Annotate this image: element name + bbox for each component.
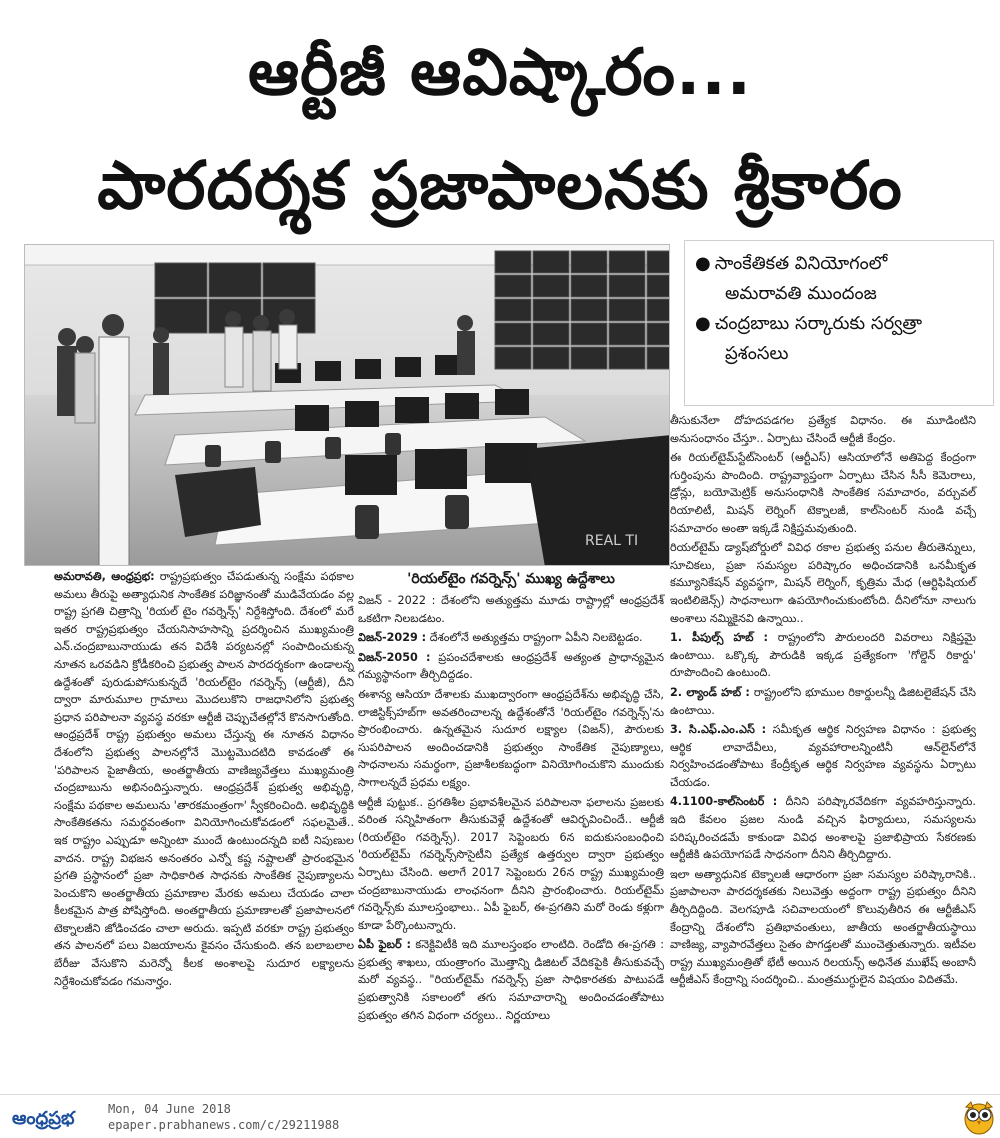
publication-date: Mon, 04 June 2018: [108, 1102, 231, 1116]
column-3-paragraph: ఈ రియల్‌టైమ్‌స్టేట్‌సెంటర్ (ఆర్టీఎస్) ఆసియాలోనే అతిపెద్ద కేంద్రంగా గుర్తింపును పొందింది. రాష్ట్రవ్యాప్తంగా ఏర్పాటు చేసిన సీసీ కెమెరాలు, డ్రోన్లు, బయోమెట్రిక్ అనుసంధానికి సాంకేతిక సమాచారం, వర్చువల్ రియాలిటీ, మిషన్ లెర్నింగ్ టెక్నాలజీ, కాల్‌సెంటర్ నుండి వచ్చే సమాచారం అంతా ఇక్కడే నిక్షిప్తమవుతుంది.: [670, 451, 976, 535]
highlight-2-line-2: ప్రశంసలు: [725, 343, 789, 364]
column-3-paragraph: రియల్‌టైమ్ డ్యాష్‌బోర్డులో వివిధ రకాల ప్రభుత్వ పనుల తీరుతెన్నులు, సూచికలు, ప్రజా సమస్యల పరిష్కారం అధించడానికి ఒనమీకృత కమ్యూనికేషన్ వ్యవస్థగా, మిషన్ లెర్నింగ్, కృత్రిమ మేధ (ఆర్టిఫిషియల్ ఇంటిలిజెన్స్) సాధనాలుగా ఉపయోగించుకుంటోంది. దీనిలోనూ నాలుగు అంశాలు నమ్మికైనవి ఉన్నాయి..: [670, 541, 976, 625]
land-hub-label: 2. ల్యాండ్ హబ్ :: [670, 685, 750, 699]
ap-fiber-paragraph: [358, 936, 664, 1024]
column-1-text: రాష్ట్రప్రభుత్వం చేపడుతున్న సంక్షేమ పథకాల అమలు తీరుపై అత్యాధునిక సాంకేతిక పరిజ్ఞానంతో ముడివేయడం వల్ల రాష్ట్ర ప్రగతి చిత్రాన్ని 'రియల్ టైం గవర్నెన్స్' నిర్దేశిస్తోంది. దేశంలో మరే ఇతర రాష్ట్రప్రభుత్వం చేయనిసాహసాన్ని ప్రదర్శించిన ముఖ్యమంత్రి ఎన్.చంద్రబాబునాయుడు తన విదేశీ పర్యటనల్లో సంపాదించుకున్న నూతన ఒరవడిని క్రోడీకరించి ప్రభుత్వ పాలన పారదర్శకంగా ఉండాలన్న ఉద్దేశంతో పురుడుపోసుకున్నదే 'రియల్‌టైం గవర్నెన్స్ (ఆర్టీజీ), దీని ద్వారా మారుమూల గ్రామాలు మొదలుకొని రాజధానిలోని ప్రభుత్వ ప్రధాన పరిపాలనా వ్యవస్థ వరకూ ఆర్టీజీ చెప్పుచేతల్లోనే కొనసాగుతోంది. ఆంధ్రప్రదేశ్ రాష్ట్ర ప్రభుత్వం అమలు చేస్తున్న ఈ నూతన విధానం దేశంలోని ప్రభుత్వ పాలనల్లోనే మొట్టమొదటిది కావడంతో ఈ 'పరిపాలన పైజాతీయ, అంతర్జాతీయ వాణిజ్యవేత్తలు ముఖ్యమంత్రి చంద్రబాబును అభినందిస్తున్నారు. ఆంధ్రప్రదేశ్ ప్రభుత్వ అభివృద్ధి, సంక్షేమ పథకాల అమలును 'తారకమంత్రంగా' స్వీకరించింది. అభివృద్ధికి సాంకేతికతను సమర్థవంతంగా వినియోగించుకోవడంలో సఫలమైతే.. ఇక రాష్ట్రం ఎప్పుడూ అన్నింటా ముందే ఉంటుందన్నది ఐటీ నిపుణుల వాదన. రాష్ట్ర విభజన అనంతరం ఎన్నో కష్ట నష్టాలతో ప్రారంభమైన ప్రగతి ప్రస్థానంలో ప్రజా సాధికారిత సాధనకు సాంకేతిక నైపుణ్యాలను పెంచుకొని అంతర్జాతీయ ప్రమాణాల మేరకు అమలు చేయడం చాలా కీలకమైన పాత్ర పోషిస్తోంది. అంతర్జాతీయ ప్రమాణాలతో ప్రజాపాలనలో టెక్నాలజీని జోడించడం చాలా అరుదు. ఇప్పటి వరకూ రాష్ట్ర ప్రభుత్వం తన పాలనలో పలు విజయాలను కైవసం చేసుకుంది. తన బలాబలాల బేరీజు వేసుకొని మరెన్నో కీలక అంశాలపై సుదూర లక్ష్యాలను నిర్దేశించుకోవడం గమనార్హం.: [54, 570, 354, 988]
vision-2029-text: దేశంలోనే అత్యుత్తమ రాష్ట్రంగా ఏపీని నిలబెట్టడం.: [429, 631, 643, 645]
highlight-1-line-1: సాంకేతికత వినియోగంలో: [714, 253, 888, 274]
ap-fiber-text: కనెక్టివిటీకి ఇది మూలస్తంభం లాంటిది. రెండోది ఈ-ప్రగతి : ప్రభుత్వ శాఖలు, యంత్రాంగం మొత్తాన్ని డిజిటల్ వేదికపైకి తీసుకువచ్చే మరో వ్యవస్థ.. "రియల్‌టైమ్ గవర్నెన్స్ ప్రజా సాధికారతకు పాటుపడే ప్రభుత్వానికి సకాలంలో తగు సమాచారాన్ని అందించడంతోపాటు ప్రభుత్వం తగిన విధంగా చర్యలు.. నిర్ణయాలు: [358, 938, 664, 1022]
article-column-2: [358, 568, 664, 1024]
headline-line-2: పారదర్శక ప్రజాపాలనకు శ్రీకారం: [97, 147, 903, 224]
vision-2050: [358, 649, 664, 684]
dateline: అమరావతి, ఆంధ్రప్రభ:: [54, 570, 155, 583]
call-center-item: [670, 793, 976, 863]
article-column-3: [670, 412, 976, 989]
highlight-2-line-1: చంద్రబాబు సర్కారుకు సర్వత్రా: [714, 313, 923, 334]
call-center-label: 4.1100-కాల్‌సెంటర్ :: [670, 795, 778, 809]
article-column-1: [54, 568, 354, 990]
highlights-box: [684, 240, 994, 406]
section-subheading: 'రియల్‌టైం గవర్నెన్స్' ముఖ్య ఉద్దేశాలు: [407, 571, 615, 587]
land-hub-item: [670, 684, 976, 719]
vision-2022: విజన్ - 2022 : దేశంలోని అత్యుత్తమ మూడు రాష్ట్రాల్లో ఆంధ్రప్రదేశ్ ఒకటిగా నిలబడటం.: [358, 594, 664, 625]
ap-fiber-label: ఏపీ ఫైబర్ :: [358, 938, 411, 952]
logo-text: ఆంధ్రప్రభ: [12, 1108, 75, 1129]
column-3-paragraph: ఇలా అత్యాధునిక టెక్నాలజీ ఆధారంగా ప్రజా సమస్యల పరిష్కారానికి.. ప్రజాపాలనా పారదర్శకతకు నిలువెత్తు అద్దంగా రాష్ట్ర ప్రభుత్వం దీనిని తీర్చిదిద్దింది. వెలగపూడి సచివాలయంలో కొలువుతీరిన ఈ ఆర్టీజీఎస్ కేంద్రాన్ని దేశంలోని ప్రతిభావంతులు, జాతీయ అంతర్జాతీయస్థాయి వాణిజ్య, వ్యాపారవేత్తలు సైతం పొగడ్తలతో ముంచెత్తుతున్నారు. ఇటీవల రాష్ట్ర ముఖ్యమంత్రితో భేటీ అయిన రిలయన్స్ అధినేత ముఖేష్ అంబానీ ఆర్టీజీఎస్ కేంద్రాన్ని సందర్శించి.. మంత్రముగ్ధులైన విషయం విదితమే.: [670, 867, 976, 987]
vision-2029: [358, 629, 664, 647]
vision-2050-label: విజన్-2050 :: [358, 650, 431, 664]
cfms-label: 3. సి.ఎఫ్.ఎం.ఎస్ :: [670, 723, 767, 737]
highlight-2: [695, 309, 983, 339]
cfms-text: సమీకృత ఆర్థిక నిర్వహణ విధానం : ప్రభుత్వ ఆర్థిక లావాదేవీలు, వ్యవహారాలన్నింటినీ ఆన్‌లైన్‌లోనే నిర్వహించడంతోపాటు కేంద్రీకృత ఆర్థిక నిర్వహణ వ్యవస్థను ఏర్పాటు చేయడం.: [670, 723, 977, 789]
column-2-paragraph: ఆర్టీజీ పుట్టుక.. ప్రగతిశీల ప్రభావశీలమైన పరిపాలనా ఫలాలను ప్రజలకు వరింత సన్నిహితంగా తీసుకువెళ్లే ఉద్దేశంతో ఆవిర్భవించిందే.. ఆర్టీజీ (రియల్‌టైం గవర్నెన్స్). 2017 సెప్టెంబరు 6న ఐదుకుసంబంధించి 'రియల్‌టైమ్ గవర్నెన్స్‌సొసైటీని ప్రత్యేక ఉత్తర్వుల ద్వారా ప్రభుత్వం ఏర్పాటు చేసింది. అలాగే 2017 సెప్టెంబరు 26న రాష్ట్ర ముఖ్యమంత్రి చంద్రబాబునాయుడు లాంఛనంగా దీనిని ప్రారంభించారు. రియల్‌టైమ్ గవర్నెన్స్‌కు మూలస్తంభాలు.. ఏపీ ఫైబర్, ఈ-ప్రగతిని మరో రెండు కళ్లుగా కూడా పేర్కొంటున్నారు.: [358, 795, 664, 932]
headline-line-1: ఆర్టీజీ ఆవిష్కారం...: [248, 36, 752, 110]
control-room-illustration: [25, 245, 670, 566]
land-hub-text: రాష్ట్రంలోని భూముల రికార్డులన్నీ డిజిటలైజేషన్ చేసి ఉంటాయి.: [670, 685, 976, 717]
cfms-item: [670, 721, 976, 791]
owl-icon: [962, 1099, 996, 1135]
column-2-paragraph: ఈశాన్య ఆసియా దేశాలకు ముఖద్వారంగా ఆంధ్రప్రదేశ్‌ను అభివృద్ధి చేసి, లాజిస్టిక్స్‌హబ్‌గా అవతరించాలన్న ఉద్దేశంతోనే 'రియల్‌టైం గవర్నెన్స్'ను ప్రారంభించారు. ఉన్నతమైన సుదూర లక్ష్యాల (విజన్), పౌరులకు సుపరిపాలన అందించడానికి ప్రభుత్వం సాంకేతిక నైపుణ్యాలు, సాధనాలను సమర్థంగా, ప్రజాశీలకబద్ధంగా వినియోగించుకొని ముందుకు సాగాలన్నదే ప్రధమ లక్ష్యం.: [358, 687, 664, 789]
highlight-1-line-2: అమరావతి ముందంజ: [725, 283, 877, 304]
page-footer: [0, 1094, 1000, 1138]
andhra-prabha-logo: [10, 1101, 100, 1133]
bullet-icon: ●: [695, 313, 711, 334]
column-3-paragraph: తీసుకునేలా దోహదపడగల ప్రత్యేక విధానం. ఈ మూడింటిని అనుసంధానం చేస్తూ.. ఏర్పాటు చేసిందే ఆర్టీజీ కేంద్రం.: [670, 414, 976, 445]
vision-2029-label: విజన్-2029 :: [358, 631, 427, 645]
footer-meta: [108, 1101, 339, 1133]
control-room-photo: [24, 244, 670, 566]
svg-text:REAL TI: REAL TI: [585, 533, 639, 549]
peoples-hub-label: 1. పీపుల్స్ హబ్ :: [670, 631, 768, 645]
vision-2050-text: ప్రపంచదేశాలకు ఆంధ్రప్రదేశ్ అత్యంత ప్రాధాన్యమైన గమ్యస్థానంగా తీర్చిదిద్దడం.: [358, 650, 664, 682]
call-center-text: దీనిని పరిష్కారవేదికగా వ్యవహరిస్తున్నారు. ఇది కేవలం ప్రజల నుండి వచ్చిన ఫిర్యాదులు, సమస్యలను పరిష్కరించడమే కాకుండా వివిధ అంశాలపై ప్రజాభిప్రాయ సేకరణకు ఆర్టీజీకి ఉపయోగపడే సాధనంగా దీనిని తీర్చిదిద్దారు.: [670, 795, 976, 862]
column-1-paragraph: [54, 568, 354, 990]
epaper-url[interactable]: epaper.prabhanews.com/c/29211988: [108, 1118, 340, 1132]
highlight-1: [695, 249, 983, 279]
peoples-hub-text: రాష్ట్రంలోని పౌరులందరి వివరాలు నిక్షిప్తమై ఉంటాయి. ఒక్కొక్క పౌరుడికి ఇక్కడ ప్రత్యేకంగా 'గోల్డెన్ రికార్డు' రూపొందించి ఉంటుంది.: [670, 631, 977, 680]
peoples-hub-item: [670, 629, 976, 682]
bullet-icon: ●: [695, 253, 711, 274]
